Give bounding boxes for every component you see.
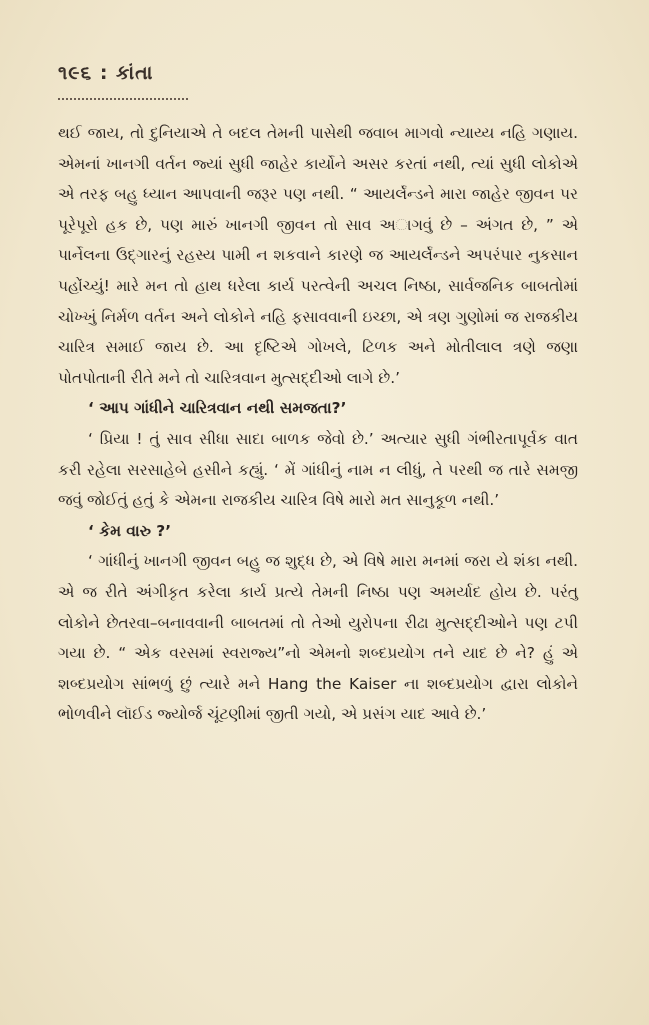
header-underline [58,94,188,100]
page-body [58,118,578,730]
paragraph-4: ‘ કેમ વારુ ?’ [88,521,172,540]
paragraph-2: ‘ આપ ગાંધીને ચારિત્રવાન નથી સમજતા?’ [88,399,347,418]
paragraph-1: થઈ જાય, તો દુનિયાએ તે બદલ તેમની પાસેથી જવાબ માગવો ન્યાય્ય નહિ ગણાય. એમનાં ખાનગી વર્તન જ્યાં સુધી જાહેર કાર્યોને અસર કરતાં નથી, ત્યાં સુધી લોકોએ એ તરફ બહુ ધ્યાન આપવાની જરૂર પણ નથી. “ આયર્લૅન્ડને મારા જાહેર જીવન પર પૂરેપૂરો હક છે, પણ મારું ખાનગી જીવન તો સાવ અાગવું છે – અંગત છે, ” એ પાર્નેલના ઉદ્‌ગારનું રહસ્ય પામી ન શકવાને કારણે જ આયર્લૅન્ડને અપરંપાર નુકસાન પહોંચ્યું! મારે મન તો હાથ ધરેલા કાર્ય પરત્વેની અચલ નિષ્ઠા, સાર્વજનિક બાબતોમાં ચોખ્ખું નિર્મળ વર્તન અને લોકોને નહિ ફસાવવાની ઇચ્છા, એ ત્રણ ગુણોમાં જ રાજકીય ચારિત્ર સમાઈ જાય છે. આ દૃષ્ટિએ ગોખલે, ટિળક અને મોતીલાલ ત્રણે જણા પોતપોતાની રીતે મને તો ચારિત્રવાન મુત્સદ્દીઓ લાગે છે.’ [58,124,578,387]
paragraph-5: ‘ ગાંધીનું ખાનગી જીવન બહુ જ શુદ્ધ છે, એ વિષે મારા મનમાં જરા યે શંકા નથી. એ જ રીતે અંગીકૃત કરેલા કાર્ય પ્રત્યે તેમની નિષ્ઠા પણ અમર્યાદ હોય છે. પરંતુ લોકોને છેતરવા–બનાવવાની બાબતમાં તો તેઓ યુરોપના રીઢા મુત્સદ્દીઓને પણ ટપી ગયા છે. “ એક વરસમાં સ્વરાજ્ય”નો એમનો શબ્દપ્રયોગ તને યાદ છે ને? હું એ શબ્દપ્રયોગ સાંભળું છું ત્યારે મને Hang the Kaiser ના શબ્દપ્રયોગ દ્વારા લોકોને ભોળવીને લૉઈડ જ્યોર્જ ચૂંટણીમાં જીતી ગયો, એ પ્રસંગ યાદ આવે છે.’ [58,552,578,724]
paragraph-3: ‘ પ્રિયા ! તું સાવ સીધા સાદા બાળક જેવો છે.’ અત્યાર સુધી ગંભીરતાપૂર્વક વાત કરી રહેલા સરસાહેબે હસીને કહ્યું. ‘ મેં ગાંધીનું નામ ન લીધું, તે પરથી જ તારે સમજી જવું જોઈતું હતું કે એમના રાજકીય ચારિત્ર વિષે મારો મત સાનુકૂળ નથી.’ [58,429,578,510]
running-header: ૧૯૬ : કાંતા [58,62,154,84]
